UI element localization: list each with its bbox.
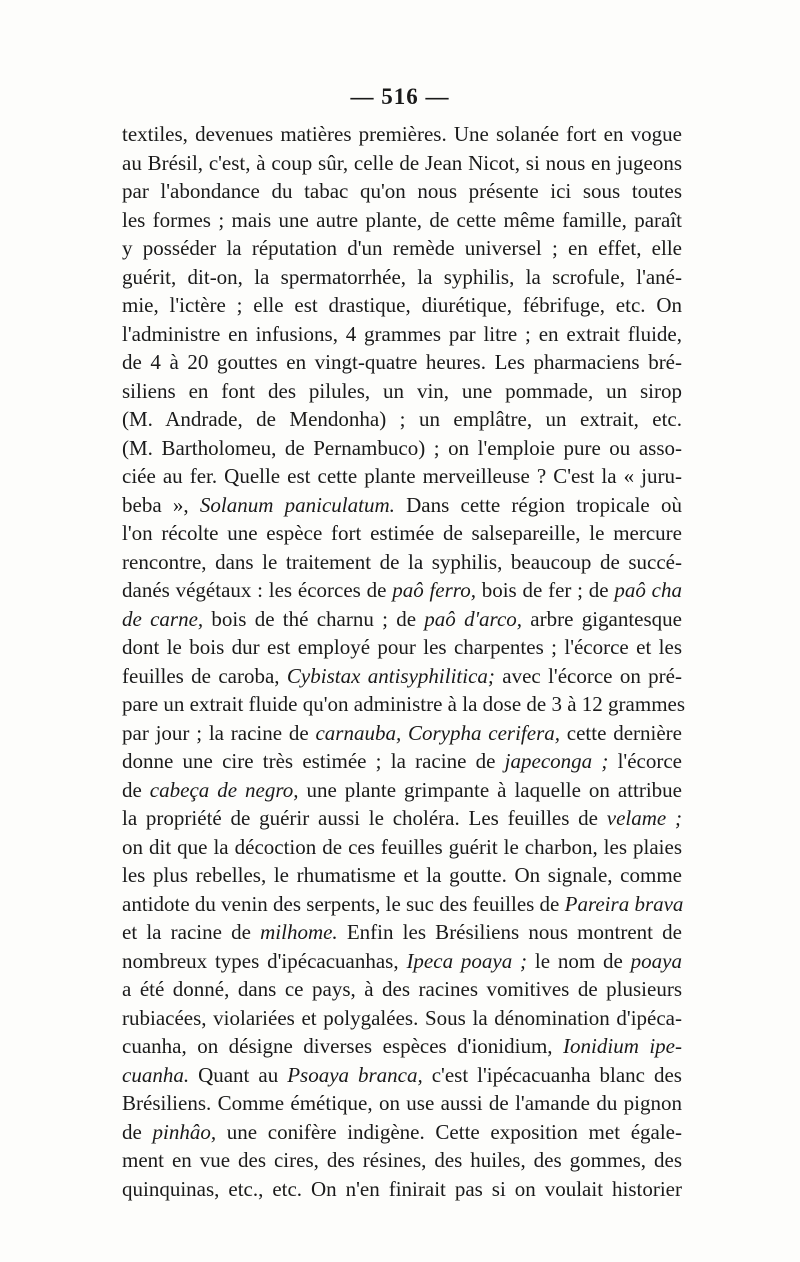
text-line xyxy=(122,405,682,434)
text-segment: avec l'écorce on pré- xyxy=(494,663,682,688)
text-line xyxy=(122,120,682,149)
italic-term: paô cha xyxy=(614,578,682,602)
text-line xyxy=(122,548,682,577)
text-segment: cuanha, on désigne diverses espèces d'ionidium, xyxy=(122,1034,564,1058)
text-line xyxy=(122,747,682,776)
text-segment: rubiacées, violariées et polygalées. Sous la dénomination d'ipéca- xyxy=(122,1005,682,1030)
text-segment: antidote du venin des serpents, le suc des feuilles de xyxy=(122,891,565,916)
text-line xyxy=(122,776,682,805)
text-segment: Brésiliens. Comme émétique, on use aussi de l'amande du pignon xyxy=(122,1091,682,1115)
body-text xyxy=(122,120,686,1203)
text-line xyxy=(122,1032,682,1061)
text-line xyxy=(122,719,682,748)
text-line xyxy=(122,462,682,491)
text-line xyxy=(122,576,682,605)
text-segment: y posséder la réputation d'un remède universel ; en effet, elle xyxy=(122,236,682,260)
text-line xyxy=(122,491,682,520)
text-segment: l'écorce xyxy=(608,749,682,773)
text-segment: ment en vue des cires, des résines, des huiles, des gommes, des xyxy=(122,1148,682,1172)
text-segment: au Brésil, c'est, à coup sûr, celle de Jean Nicot, si nous en jugeons xyxy=(122,150,682,175)
text-line xyxy=(122,1004,682,1033)
text-segment: et la racine de xyxy=(122,920,261,944)
text-segment: une plante grimpante à laquelle on attribue xyxy=(298,777,682,802)
text-line xyxy=(122,605,682,634)
text-line xyxy=(122,1061,682,1090)
italic-term: de carne, xyxy=(122,606,204,631)
text-segment: on dit que la décoction de ces feuilles guérit le charbon, les plaies xyxy=(122,834,682,859)
italic-term: velame ; xyxy=(606,806,682,830)
text-segment: les formes ; mais une autre plante, de cette même famille, paraît xyxy=(122,207,682,232)
text-line xyxy=(122,861,682,890)
italic-term: paô d'arco, xyxy=(424,606,523,631)
text-line xyxy=(122,291,682,320)
text-segment: ciée au fer. Quelle est cette plante merveilleuse ? C'est la « juru- xyxy=(122,464,682,488)
italic-term: poaya xyxy=(630,948,682,973)
italic-term: Solanum paniculatum. xyxy=(199,492,395,517)
text-line xyxy=(122,1146,682,1175)
text-segment: la propriété de guérir aussi le choléra. Les feuilles de xyxy=(122,806,607,830)
italic-term: Psoaya branca, xyxy=(287,1062,423,1087)
text-line xyxy=(122,1175,682,1204)
text-line xyxy=(122,149,682,178)
text-segment: l'on récolte une espèce fort estimée de salsepareille, le mercure xyxy=(122,521,682,545)
text-segment: bois de thé charnu ; de xyxy=(203,606,425,631)
text-segment: textiles, devenues matières premières. Une solanée fort en vogue xyxy=(122,122,682,146)
text-segment: a été donné, dans ce pays, à des racines vomitives de plusieurs xyxy=(122,977,682,1001)
italic-term: cabeça de negro, xyxy=(149,777,299,802)
text-segment: donne une cire très estimée ; la racine de xyxy=(122,749,505,773)
italic-term: Ionidium ipe- xyxy=(563,1034,682,1058)
italic-term: carnauba, Corypha cerifera, xyxy=(315,720,560,745)
text-segment: le nom de xyxy=(527,948,631,973)
text-segment: de 4 à 20 gouttes en vingt-quatre heures. Les pharmaciens bré- xyxy=(122,350,682,374)
text-line xyxy=(122,348,682,377)
text-line xyxy=(122,975,682,1004)
text-segment: c'est l'ipécacuanha blanc des xyxy=(422,1062,682,1087)
text-segment: arbre gigantesque xyxy=(522,606,682,631)
text-line xyxy=(122,890,682,919)
text-line xyxy=(122,234,682,263)
text-segment: (M. Bartholomeu, de Pernambuco) ; on l'emploie pure ou asso- xyxy=(122,435,682,460)
text-segment: Quant au xyxy=(189,1062,288,1087)
text-segment: (M. Andrade, de Mendonha) ; un emplâtre, un extrait, etc. xyxy=(122,407,682,431)
text-line xyxy=(122,633,682,662)
italic-term: Cybistax antisyphilitica; xyxy=(286,663,495,688)
text-segment: de xyxy=(122,1119,153,1144)
text-segment: une conifère indigène. Cette exposition met égale- xyxy=(216,1119,683,1144)
text-line xyxy=(122,177,682,206)
text-segment: nombreux types d'ipécacuanhas, xyxy=(122,948,407,973)
text-line xyxy=(122,206,682,235)
text-segment: bois de fer ; de xyxy=(475,578,615,602)
text-line xyxy=(122,918,682,947)
italic-term: cuanha. xyxy=(122,1062,190,1087)
text-line xyxy=(122,690,686,719)
text-segment: par l'abondance du tabac qu'on nous présente ici sous toutes xyxy=(122,179,682,203)
text-segment: pare un extrait fluide qu'on administre à la dose de 3 à 12 grammes xyxy=(122,692,686,716)
text-segment: les plus rebelles, le rhumatisme et la goutte. On signale, comme xyxy=(122,863,682,887)
text-line xyxy=(122,519,682,548)
text-segment: mie, l'ictère ; elle est drastique, diurétique, fébrifuge, etc. On xyxy=(122,293,682,317)
text-segment: par jour ; la racine de xyxy=(122,720,316,745)
text-segment: quinquinas, etc., etc. On n'en finirait pas si on voulait historier xyxy=(122,1176,682,1201)
text-segment: feuilles de caroba, xyxy=(122,663,287,688)
text-segment: Dans cette région tropicale où xyxy=(394,492,682,517)
text-segment: rencontre, dans le traitement de la syphilis, beaucoup de succé- xyxy=(122,549,682,574)
text-segment: Enfin les Brésiliens nous montrent de xyxy=(337,920,682,944)
text-segment: l'administre en infusions, 4 grammes par litre ; en extrait fluide, xyxy=(122,321,682,346)
text-line xyxy=(122,263,682,292)
text-line xyxy=(122,377,682,406)
italic-term: Ipeca poaya ; xyxy=(406,948,528,973)
text-line xyxy=(122,434,682,463)
text-line xyxy=(122,662,682,691)
text-line xyxy=(122,804,682,833)
text-line xyxy=(122,1089,682,1118)
text-segment: dont le bois dur est employé pour les charpentes ; l'écorce et les xyxy=(122,635,682,659)
text-segment: guérit, dit-on, la spermatorrhée, la syphilis, la scrofule, l'ané- xyxy=(122,264,682,289)
italic-term: paô ferro, xyxy=(392,578,476,602)
text-segment: beba », xyxy=(122,492,200,517)
text-line xyxy=(122,947,682,976)
text-segment: siliens en font des pilules, un vin, une pommade, un sirop xyxy=(122,378,682,403)
text-line xyxy=(122,1118,682,1147)
text-line xyxy=(122,833,682,862)
page-number: — 516 — xyxy=(350,84,450,109)
italic-term: milhome. xyxy=(260,920,338,944)
text-segment: de xyxy=(122,777,150,802)
text-segment: cette dernière xyxy=(560,720,682,745)
text-line xyxy=(122,320,682,349)
italic-term: Pareira brava xyxy=(564,891,684,916)
text-segment: danés végétaux : les écorces de xyxy=(122,578,393,602)
italic-term: pinhâo, xyxy=(152,1119,217,1144)
italic-term: japeconga ; xyxy=(504,749,609,773)
